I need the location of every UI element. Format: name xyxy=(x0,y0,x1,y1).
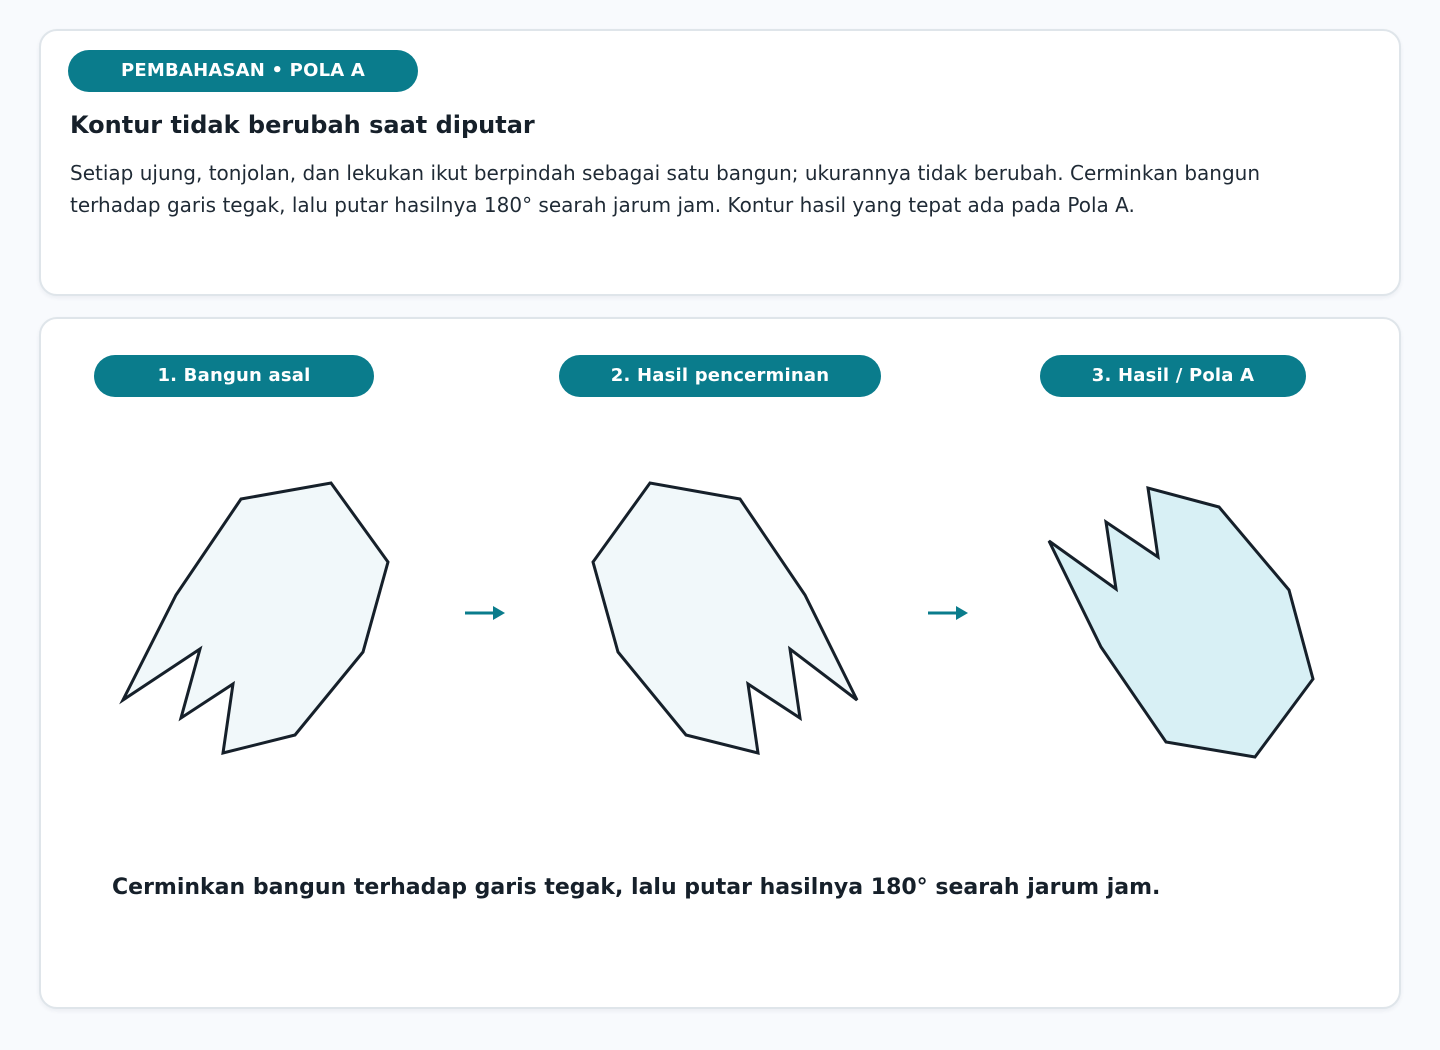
step-label-reflection: 2. Hasil pencerminan xyxy=(559,355,881,397)
explanation-body: Setiap ujung, tonjolan, dan lekukan ikut berpindah sebagai satu bangun; ukurannya tidak berubah. Cerminkan bangun terhadap garis tegak, lalu putar hasilnya 180° searah jarum jam. Kontur hasil yang tepat ada pada Pola A. xyxy=(70,161,1261,217)
diagram-card xyxy=(39,317,1401,1009)
right-arrow-icon xyxy=(928,606,968,620)
step-label-original: 1. Bangun asal xyxy=(94,355,374,397)
section-badge: PEMBAHASAN • POLA A xyxy=(68,50,418,92)
step-label-result: 3. Hasil / Pola A xyxy=(1040,355,1306,397)
instruction-text: Cerminkan bangun terhadap garis tegak, lalu putar hasilnya 180° searah jarum jam. xyxy=(112,875,1161,900)
explanation-card xyxy=(39,29,1401,296)
right-arrow-icon xyxy=(465,606,505,620)
transformation-diagram xyxy=(41,319,1399,1007)
explanation-title: Kontur tidak berubah saat diputar xyxy=(70,111,535,139)
result-shape xyxy=(1049,488,1313,757)
mirrored-shape xyxy=(593,483,857,753)
original-shape xyxy=(123,483,388,753)
